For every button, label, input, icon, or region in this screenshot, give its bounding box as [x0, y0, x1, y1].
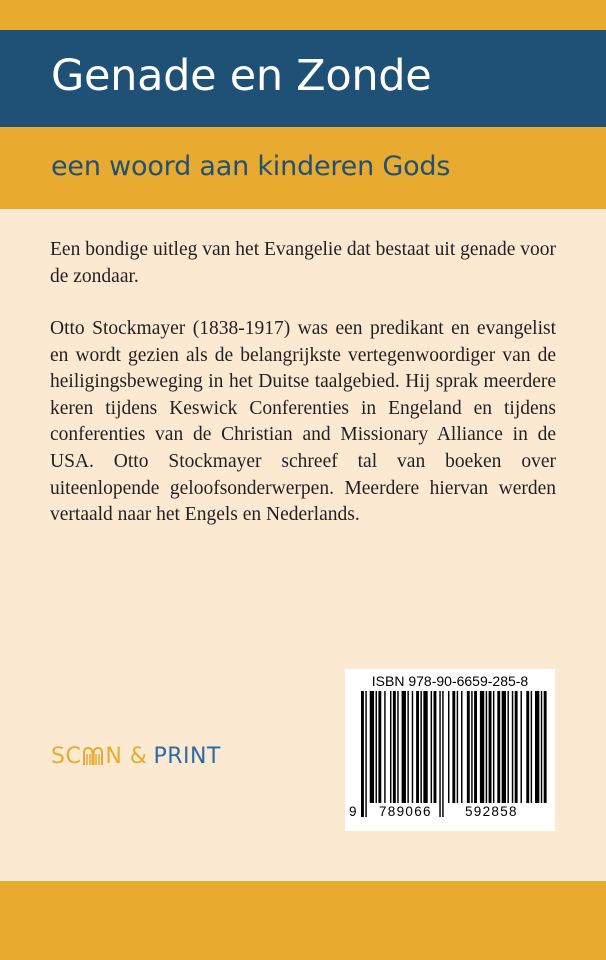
- barcode-bar: [493, 691, 494, 803]
- logo-text-print: PRINT: [153, 743, 221, 769]
- barcode-bar: [480, 691, 484, 803]
- barcode-bar: [457, 691, 458, 803]
- barcode-digits-group1: 789066: [379, 804, 432, 819]
- logo-text-n: N &: [105, 743, 148, 769]
- barcode-bar: [497, 691, 500, 803]
- barcode-bar: [376, 691, 377, 803]
- barcode-bar: [502, 691, 506, 803]
- barcode-bar: [393, 691, 396, 803]
- barcode-bar: [535, 691, 539, 803]
- barcode-bar: [420, 691, 421, 803]
- barcode-bar: [416, 691, 419, 803]
- barcode-bar: [434, 691, 437, 803]
- barcode-digits-group2: 592858: [465, 804, 518, 819]
- barcode-bar: [521, 691, 522, 803]
- publisher-logo: [51, 739, 221, 773]
- barcode-bar: [407, 691, 408, 803]
- blurb-paragraph-1: Een bondige uitleg van het Evangelie dat bestaat uit genade voor de zondaar.: [50, 239, 556, 287]
- top-gold-strip: [0, 0, 606, 30]
- barcode-bar: [471, 691, 472, 803]
- barcode-bar: [531, 691, 532, 803]
- barcode-bar: [370, 691, 374, 803]
- barcode-bar: [402, 691, 406, 803]
- isbn-barcode-box: [345, 669, 555, 831]
- barcode-bar: [378, 691, 381, 803]
- barcode-bar: [439, 691, 440, 817]
- barcode-bar: [474, 691, 477, 803]
- barcode-bar: [365, 691, 366, 817]
- logo-text-sc: SC: [51, 743, 82, 769]
- barcode-bar: [489, 691, 492, 803]
- barcode-bar: [361, 691, 364, 817]
- barcode-bar: [412, 691, 413, 803]
- barcode-bar: [541, 691, 542, 803]
- barcode-digit-first: 9: [349, 804, 358, 819]
- barcode-bar: [507, 691, 508, 803]
- isbn-label: ISBN 978-90-6659-285-8: [371, 673, 529, 689]
- barcode-bar: [390, 691, 391, 803]
- barcode-bar: [452, 691, 455, 803]
- barcode-bar: [515, 691, 518, 803]
- barcode-bar: [526, 691, 529, 803]
- barcode-bar: [397, 691, 398, 803]
- barcode-bar: [431, 691, 432, 803]
- bottom-gold-band: [0, 881, 606, 960]
- barcode-bar: [467, 691, 470, 803]
- barcode-bar: [448, 691, 449, 803]
- open-book-icon: [82, 745, 104, 767]
- barcode-bar: [544, 691, 547, 803]
- barcode-bar: [423, 691, 427, 803]
- barcode-bar: [486, 691, 487, 803]
- barcode-bar: [512, 691, 513, 803]
- book-subtitle: een woord aan kinderen Gods: [51, 151, 451, 182]
- barcode-bar: [461, 691, 462, 803]
- barcode-icon: [359, 691, 549, 817]
- barcode-bar: [442, 691, 443, 817]
- blurb-paragraph-2: Otto Stockmayer (1838-1917) was een predikant en evangelist en wordt gezien als de belangrijkste vertegenwoordiger van de heiligingsbeweging in het Duitse taalgebied. Hij sprak meerdere keren tijdens Keswick Conferenties in Engeland en tijdens conferenties van de Christian and Missionary Alliance in de USA. Otto Stockmayer schreef tal van boeken over uiteenlopende geloofsonderwerpen. Meerdere hiervan werden vertaald naar het Engels en Nederlands.: [50, 318, 556, 526]
- barcode-bar: [384, 691, 385, 803]
- book-title: Genade en Zonde: [51, 51, 432, 101]
